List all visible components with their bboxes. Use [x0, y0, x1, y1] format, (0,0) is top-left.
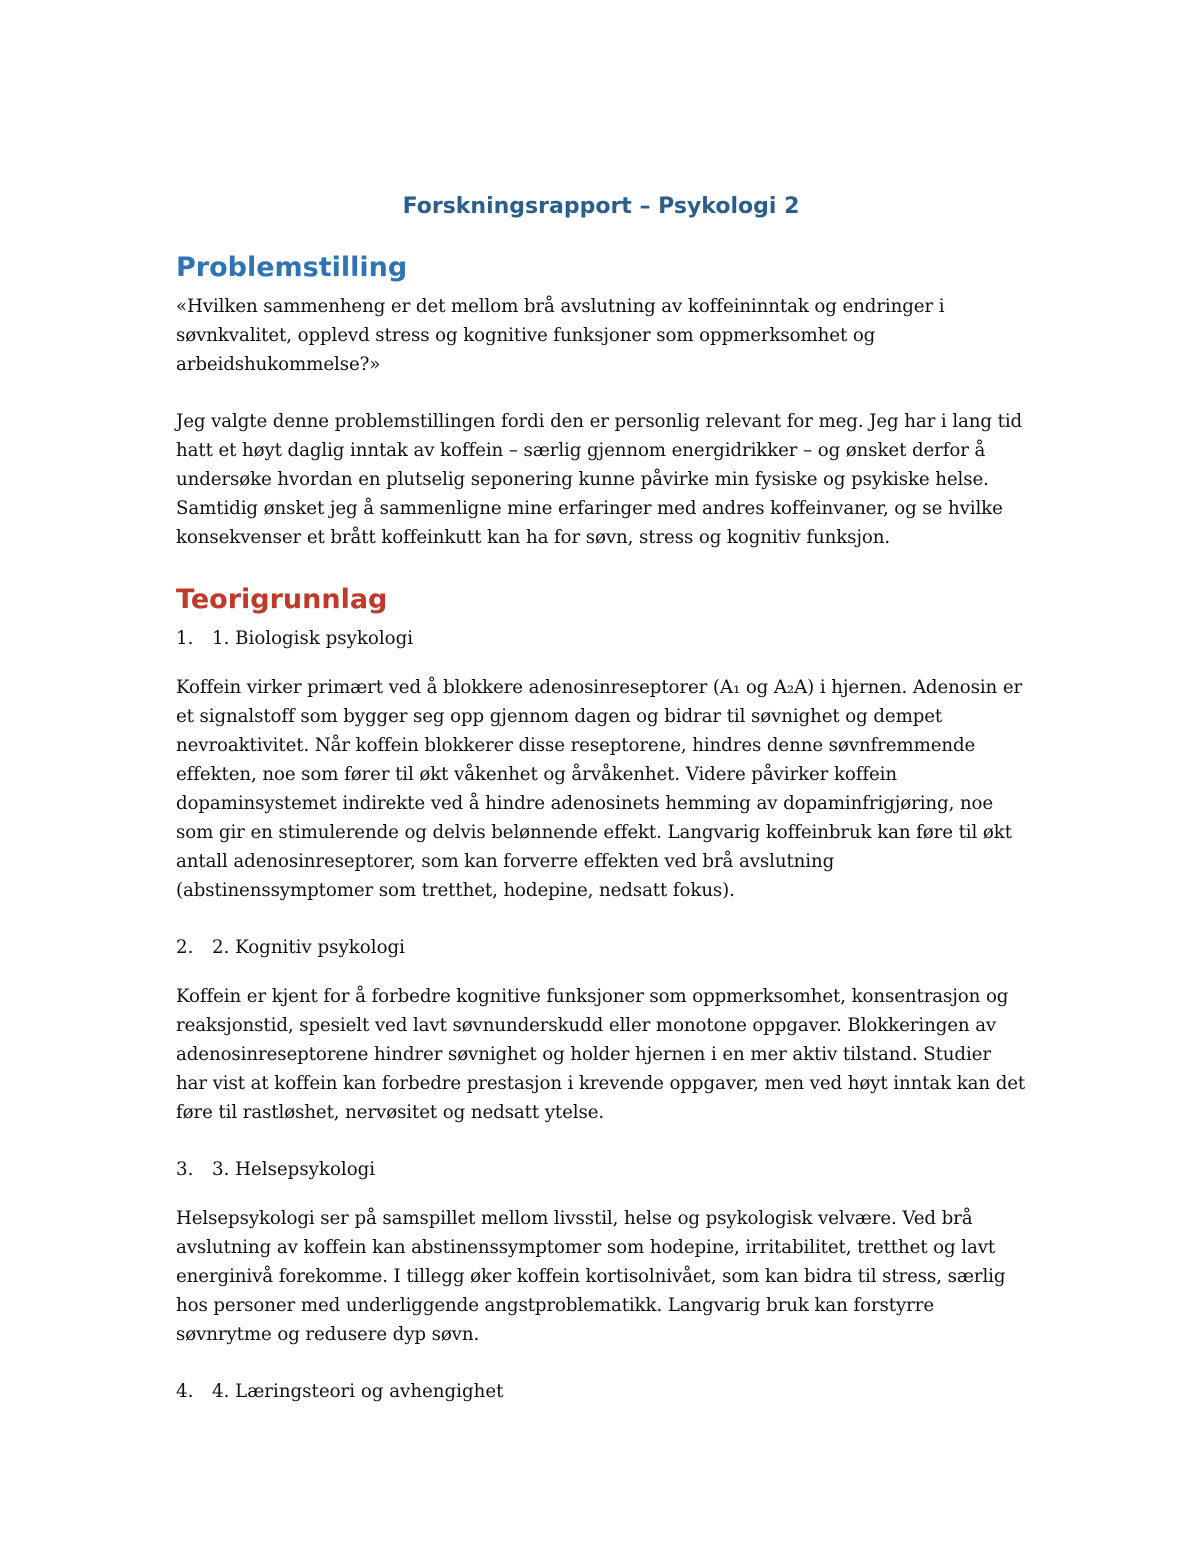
theory-paragraph-helse: Helsepsykologi ser på samspillet mellom livsstil, helse og psykologisk velvære. Ved brå avslutning av koffein kan abstinenssymptomer som hodepine, irritabilitet, tretthet og lavt energinivå forekomme. I tillegg øker koffein kortisolnivået, som kan bidra til stress, særlig hos personer med underliggende angstproblematikk. Langvarig bruk kan forstyrre søvnrytme og redusere dyp søvn.	[176, 1208, 1006, 1345]
list-label: 1. Biologisk psykologi	[212, 628, 414, 649]
list-number: 3.	[176, 1159, 194, 1180]
theory-paragraph-kognitiv: Koffein er kjent for å forbedre kognitive funksjoner som oppmerksomhet, konsentrasjon og reaksjonstid, spesielt ved lavt søvnunderskudd eller monotone oppgaver. Blokkeringen av adenosinreseptorene hindrer søvnighet og holder hjernen i en mer aktiv tilstand. Studier har vist at koffein kan forbedre prestasjon i krevende oppgaver, men ved høyt inntak kan det føre til rastløshet, nervøsitet og nedsatt ytelse.	[176, 986, 1026, 1123]
list-number: 4.	[176, 1381, 194, 1402]
document-content	[176, 190, 1026, 1426]
list-label: 2. Kognitiv psykologi	[212, 937, 405, 958]
list-item-laering	[176, 1377, 1026, 1406]
list-item-biologisk	[176, 624, 1026, 653]
heading-teorigrunnlag: Teorigrunnlag	[176, 584, 388, 615]
list-label: 3. Helsepsykologi	[212, 1159, 376, 1180]
document-title: Forskningsrapport – Psykologi 2	[402, 194, 800, 219]
motivation-paragraph: Jeg valgte denne problemstillingen fordi den er personlig relevant for meg. Jeg har i lang tid hatt et høyt daglig inntak av koffein – særlig gjennom energidrikker – og ønsket derfor å undersøke hvordan en plutselig seponering kunne påvirke min fysiske og psykiske helse. Samtidig ønsket jeg å sammenligne mine erfaringer med andres koffeinvaner, og se hvilke konsekvenser et brått koffeinkutt kan ha for søvn, stress og kognitiv funksjon.	[176, 411, 1023, 548]
research-question: «Hvilken sammenheng er det mellom brå avslutning av koffeininntak og endringer i søvnkvalitet, opplevd stress og kognitive funksjoner som oppmerksomhet og arbeidshukommelse?»	[176, 296, 945, 375]
list-number: 2.	[176, 937, 194, 958]
list-item-helse	[176, 1155, 1026, 1184]
heading-problemstilling: Problemstilling	[176, 252, 408, 283]
list-number: 1.	[176, 628, 194, 649]
theory-paragraph-biologisk: Koffein virker primært ved å blokkere adenosinreseptorer (A₁ og A₂A) i hjernen. Adenosin er et signalstoff som bygger seg opp gjennom dagen og bidrar til søvnighet og dempet nevroaktivitet. Når koffein blokkerer disse reseptorene, hindres denne søvnfremmende effekten, noe som fører til økt våkenhet og årvåkenhet. Videre påvirker koffein dopaminsystemet indirekte ved å hindre adenosinets hemming av dopaminfrigjøring, noe som gir en stimulerende og delvis belønnende effekt. Langvarig koffeinbruk kan føre til økt antall adenosinreseptorer, som kan forverre effekten ved brå avslutning (abstinenssymptomer som tretthet, hodepine, nedsatt fokus).	[176, 677, 1023, 901]
list-item-kognitiv	[176, 933, 1026, 962]
list-label: 4. Læringsteori og avhengighet	[212, 1381, 504, 1402]
